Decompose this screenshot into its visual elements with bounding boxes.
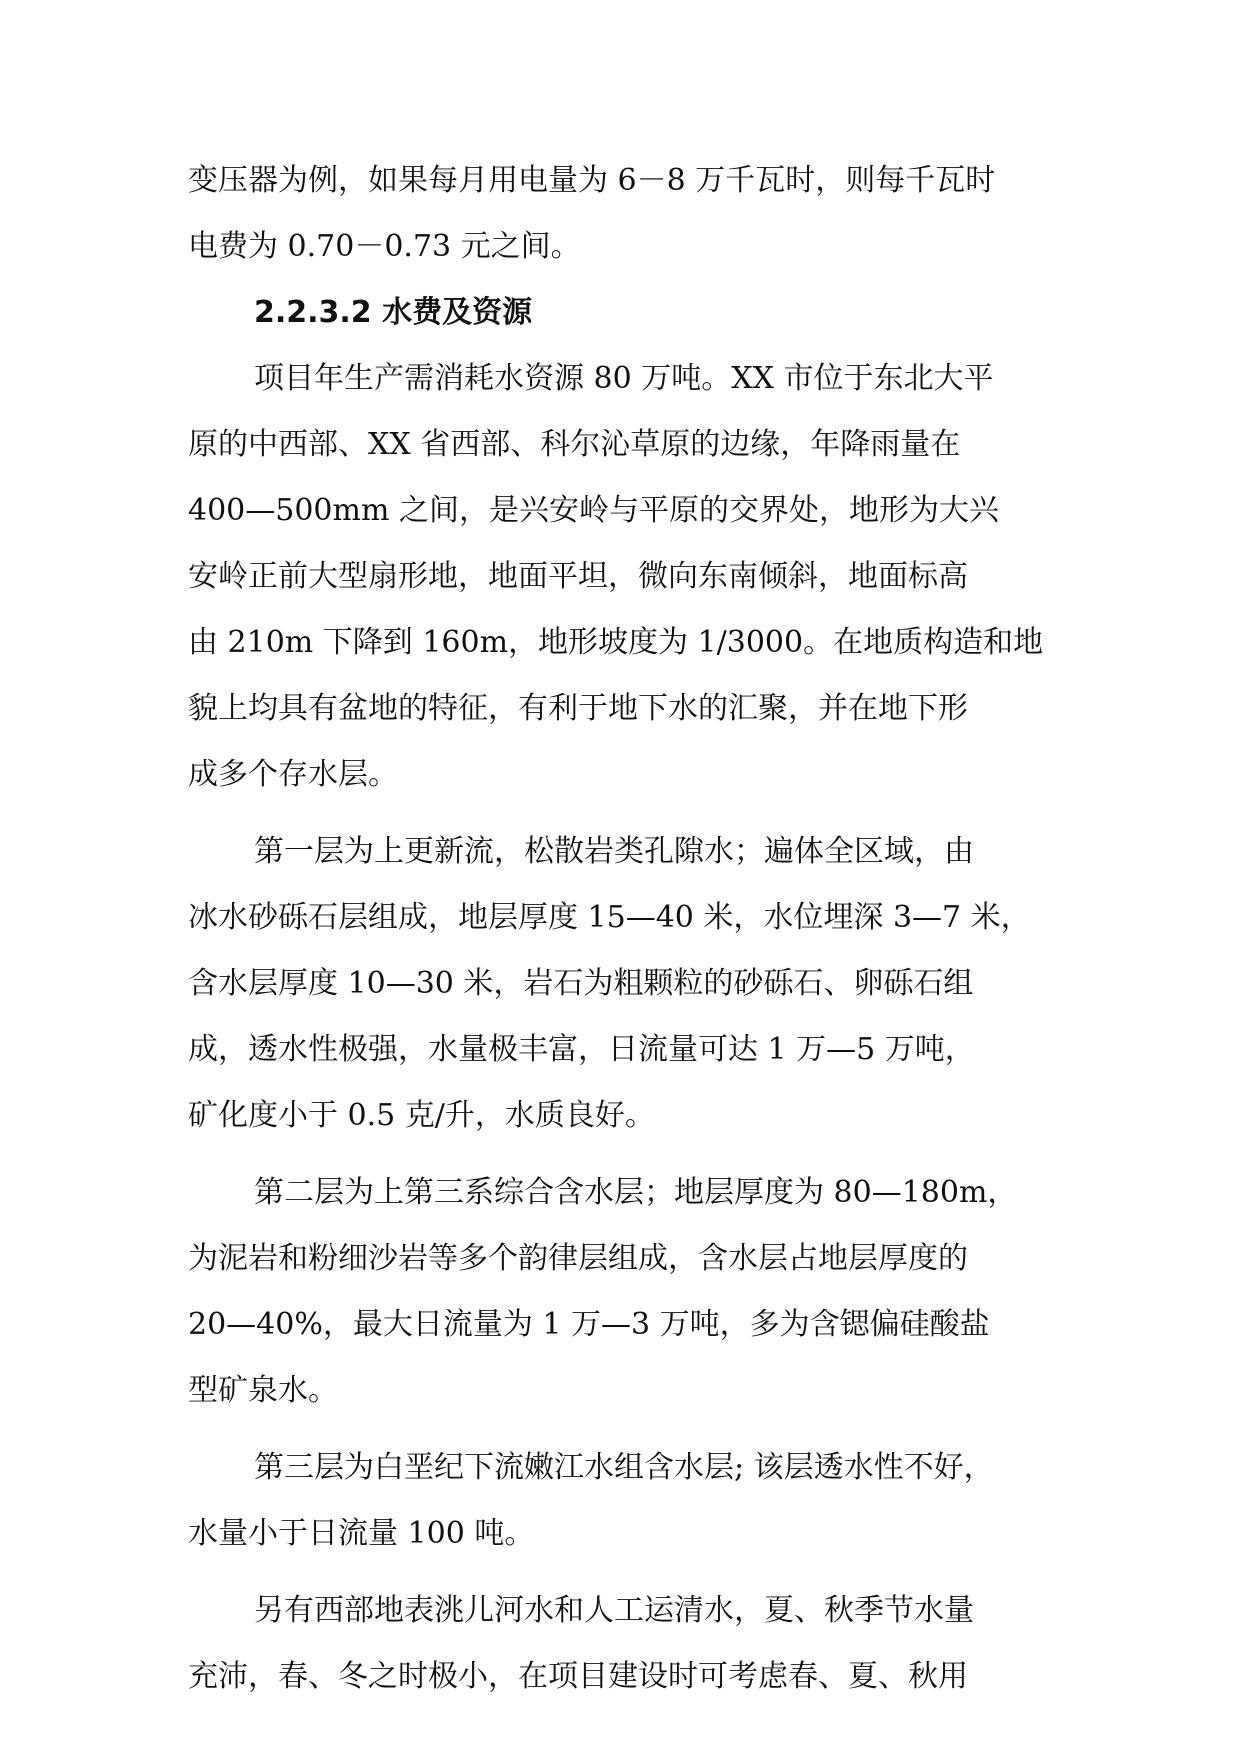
text-line: 400—500mm 之间，是兴安岭与平原的交界处，地形为大兴 bbox=[188, 493, 999, 528]
text-line: 变压器为例，如果每月用电量为 6－8 万千瓦时，则每千瓦时 bbox=[188, 163, 996, 198]
text-line: 由 210m 下降到 160m，地形坡度为 1/3000。在地质构造和地 bbox=[188, 625, 1044, 660]
text-line: 貌上均具有盆地的特征，有利于地下水的汇聚，并在地下形 bbox=[188, 691, 968, 726]
paragraph-first-line: 另有西部地表洮儿河水和人工运清水，夏、秋季节水量 bbox=[254, 1593, 974, 1628]
text-line: 型矿泉水。 bbox=[188, 1373, 338, 1408]
text-line: 安岭正前大型扇形地，地面平坦，微向东南倾斜，地面标高 bbox=[188, 559, 968, 594]
text-line: 水量小于日流量 100 吨。 bbox=[188, 1516, 535, 1551]
paragraph-first-line: 第三层为白垩纪下流嫩江水组含水层; 该层透水性不好， bbox=[254, 1450, 994, 1485]
text-line: 充沛，春、冬之时极小，在项目建设时可考虑春、夏、秋用 bbox=[188, 1659, 968, 1694]
body-text bbox=[188, 148, 1050, 1710]
text-line: 含水层厚度 10—30 米，岩石为粗颗粒的砂砾石、卵砾石组 bbox=[188, 966, 974, 1001]
paragraph-first-line: 项目年生产需消耗水资源 80 万吨。XX 市位于东北大平 bbox=[254, 361, 994, 396]
text-line: 成，透水性极强，水量极丰富，日流量可达 1 万—5 万吨， bbox=[188, 1032, 975, 1067]
text-line: 为泥岩和粉细沙岩等多个韵律层组成，含水层占地层厚度的 bbox=[188, 1241, 968, 1276]
text-line: 成多个存水层。 bbox=[188, 757, 398, 792]
text-line: 20—40%，最大日流量为 1 万—3 万吨，多为含锶偏硅酸盐 bbox=[188, 1307, 990, 1342]
paragraph-first-line: 第一层为上更新流，松散岩类孔隙水；遍体全区域，由 bbox=[254, 834, 974, 869]
text-line: 电费为 0.70－0.73 元之间。 bbox=[188, 229, 581, 264]
paragraph-first-line: 第二层为上第三系综合含水层；地层厚度为 80—180m， bbox=[254, 1175, 1018, 1210]
text-line: 原的中西部、XX 省西部、科尔沁草原的边缘，年降雨量在 bbox=[188, 427, 961, 462]
section-heading: 2.2.3.2 水费及资源 bbox=[254, 295, 533, 330]
text-line: 冰水砂砾石层组成，地层厚度 15—40 米，水位埋深 3—7 米， bbox=[188, 900, 1031, 935]
text-line: 矿化度小于 0.5 克/升，水质良好。 bbox=[188, 1098, 655, 1133]
